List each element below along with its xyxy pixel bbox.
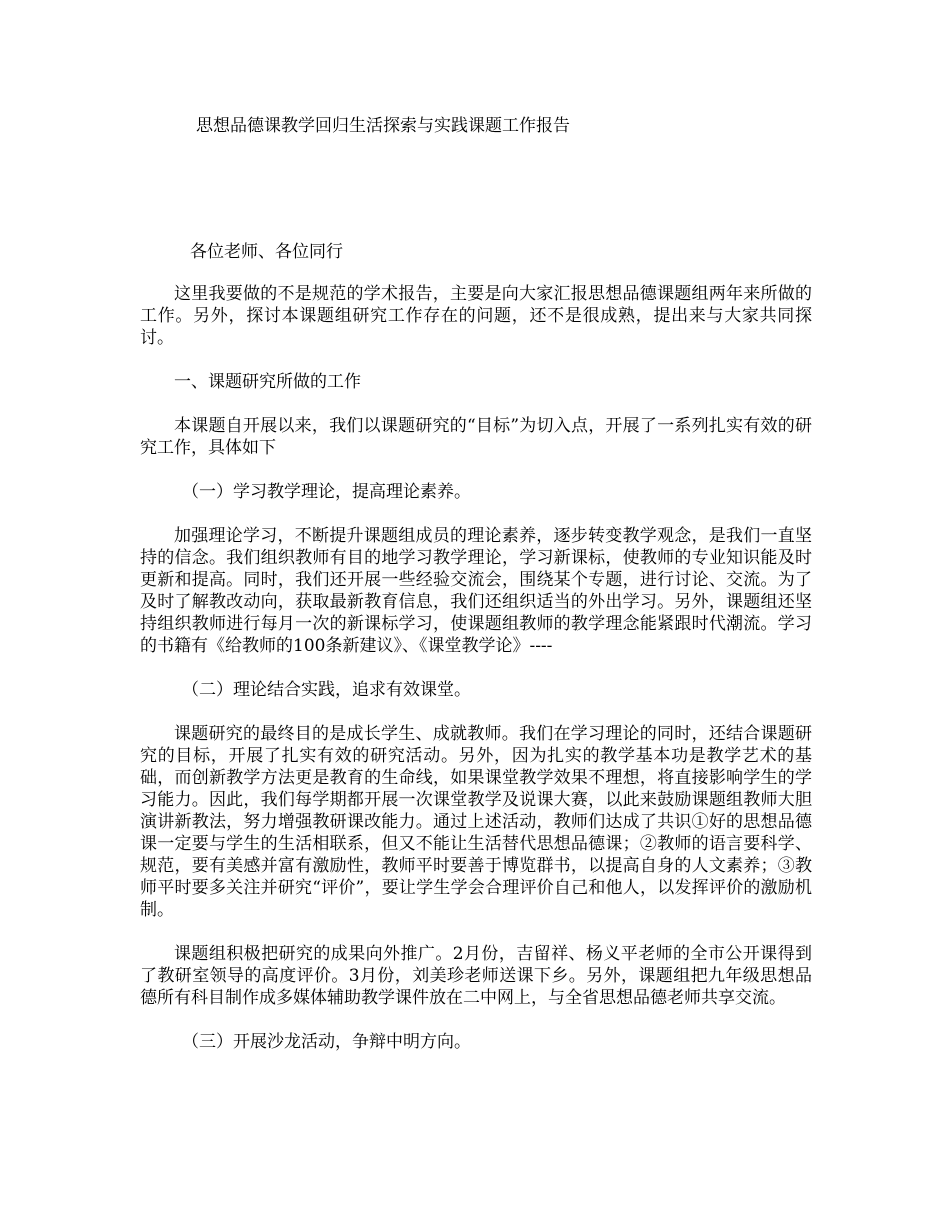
promotion-paragraph: 课题组积极把研究的成果向外推广。2月份，吉留祥、杨义平老师的全市公开课得到了教研室领导的高度评价。3月份，刘美珍老师送课下乡。另外，课题组把九年级思想品德所有科目制作成多媒体辅助教学课件放在二中网上，与全省思想品德老师共享交流。 bbox=[140, 944, 812, 1008]
subsection-heading-3: （三）开展沙龙活动，争辩中明方向。 bbox=[182, 1032, 471, 1052]
theory-study-paragraph: 加强理论学习，不断提升课题组成员的理论素养，逐步转变教学观念，是我们一直坚持的信念。我们组织教师有目的地学习教学理论，学习新课标，使教师的专业知识能及时更新和提高。同时，我们还开展一些经验交流会，围绕某个专题，进行讨论、交流。为了及时了解教改动向，获取最新教育信息，我们还组织适当的外出学习。另外，课题组还坚持组织教师进行每月一次的新课标学习，使课题组教师的教学理念能紧跟时代潮流。学习的书籍有《给教师的100条新建议》、《课堂教学论》---- bbox=[140, 526, 812, 656]
document-body bbox=[140, 283, 812, 1075]
subsection-heading-1: （一）学习教学理论，提高理论素养。 bbox=[182, 482, 471, 502]
section-intro-paragraph: 本课题自开展以来，我们以课题研究的“目标”为切入点，开展了一系列扎实有效的研究工作，具体如下 bbox=[140, 416, 812, 458]
subsection-heading-2: （二）理论结合实践，追求有效课堂。 bbox=[182, 680, 471, 700]
document-title: 思想品德课教学回归生活探索与实践课题工作报告 bbox=[196, 116, 570, 136]
greeting: 各位老师、各位同行 bbox=[190, 242, 343, 262]
section-heading-1: 一、课题研究所做的工作 bbox=[174, 372, 361, 392]
intro-paragraph: 这里我要做的不是规范的学术报告，主要是向大家汇报思想品德课题组两年来所做的工作。另外，探讨本课题组研究工作存在的问题，还不是很成熟，提出来与大家共同探讨。 bbox=[140, 284, 812, 348]
practice-paragraph: 课题研究的最终目的是成长学生、成就教师。我们在学习理论的同时，还结合课题研究的目标，开展了扎实有效的研究活动。另外，因为扎实的教学基本功是教学艺术的基础，而创新教学方法更是教育的生命线，如果课堂教学效果不理想，将直接影响学生的学习能力。因此，我们每学期都开展一次课堂教学及说课大赛，以此来鼓励课题组教师大胆演讲新教法，努力增强教研课改能力。通过上述活动，教师们达成了共识①好的思想品德课一定要与学生的生活相联系，但又不能让生活替代思想品德课；②教师的语言要科学、规范，要有美感并富有激励性，教师平时要善于博览群书，以提高自身的人文素养；③教师平时要多关注并研究“评价”，要让学生学会合理评价自己和他人，以发挥评价的激励机制。 bbox=[140, 724, 812, 920]
